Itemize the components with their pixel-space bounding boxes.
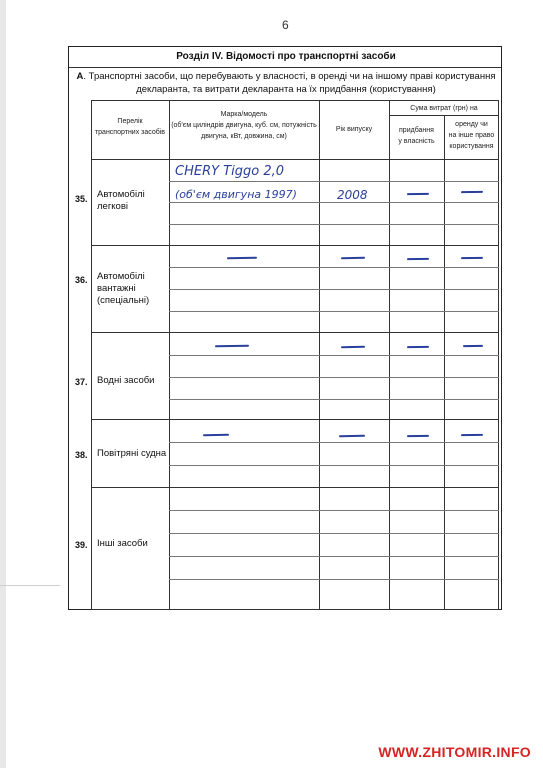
row-label-39: Інші засоби — [97, 538, 148, 549]
header-year: Рік випуску — [335, 126, 373, 133]
row-label-36: Автомобілі вантажні (спеціальні) — [97, 271, 150, 306]
row-number-38: 38. — [75, 450, 88, 460]
header-sum: Сума витрат (грн) на — [410, 105, 478, 112]
subrow-line — [169, 181, 499, 182]
handwritten-engine-volume: (об'єм двигуна 1997) — [175, 188, 297, 201]
row-label-35: Автомобілі легкові — [97, 189, 145, 212]
site-watermark: WWW.ZHITOMIR.INFO — [378, 744, 531, 760]
row-divider-36 — [91, 332, 499, 333]
handwritten-year: 2008 — [337, 188, 368, 202]
subrow-line — [169, 377, 499, 378]
row-number-39: 39. — [75, 540, 88, 550]
subrow-line — [169, 556, 499, 557]
subrow-line — [169, 202, 499, 203]
section-title: Розділ IV. Відомості про транспортні засоби — [176, 51, 396, 62]
subrow-line — [169, 465, 499, 466]
row-divider-35 — [91, 245, 499, 246]
dash-mark — [463, 345, 483, 347]
subrow-line — [169, 311, 499, 312]
subrow-line — [169, 533, 499, 534]
header-lease: оренду чи на інше право користування — [448, 121, 495, 150]
row-number-35: 35. — [75, 194, 88, 204]
row-label-37: Водні засоби — [97, 375, 155, 386]
subsection-letter: А — [76, 71, 84, 82]
subrow-line — [169, 355, 499, 356]
subsection-line1 — [69, 71, 503, 82]
scan-fold-line — [0, 585, 60, 586]
header-purchase: придбання у власність — [398, 127, 435, 145]
header-bottom — [91, 159, 499, 160]
subrow-line — [169, 224, 499, 225]
declaration-form — [68, 46, 502, 610]
row-number-36: 36. — [75, 275, 88, 285]
header-list: Перелік транспортних засобів — [94, 118, 166, 136]
subrow-line — [169, 579, 499, 580]
row-label-38: Повітряні судна — [97, 448, 167, 459]
sum-header-divider — [389, 115, 499, 116]
subrow-line — [169, 267, 499, 268]
row-number-37: 37. — [75, 377, 88, 387]
subrow-line — [169, 289, 499, 290]
header-brand: Марка/модель (об'єм циліндрів двигуна, куб. см, потужність двигуна, кВт, довжина, см) — [171, 111, 317, 140]
subsection-text1: . Транспортні засоби, що перебувають у власності, в оренді чи на іншому праві користування — [83, 71, 496, 82]
title-divider — [69, 67, 501, 68]
subrow-line — [169, 442, 499, 443]
subrow-line — [169, 399, 499, 400]
handwritten-brand-model: CHERY Tiggo 2,0 — [175, 164, 284, 179]
subrow-line — [169, 510, 499, 511]
row-divider-37 — [91, 419, 499, 420]
scan-edge — [0, 0, 6, 768]
subsection-line2: декларанта, та витрати декларанта на їх придбання (користування) — [136, 84, 436, 95]
col-divider-4 — [444, 115, 445, 610]
page-number: 6 — [282, 18, 289, 32]
row-divider-38 — [91, 487, 499, 488]
